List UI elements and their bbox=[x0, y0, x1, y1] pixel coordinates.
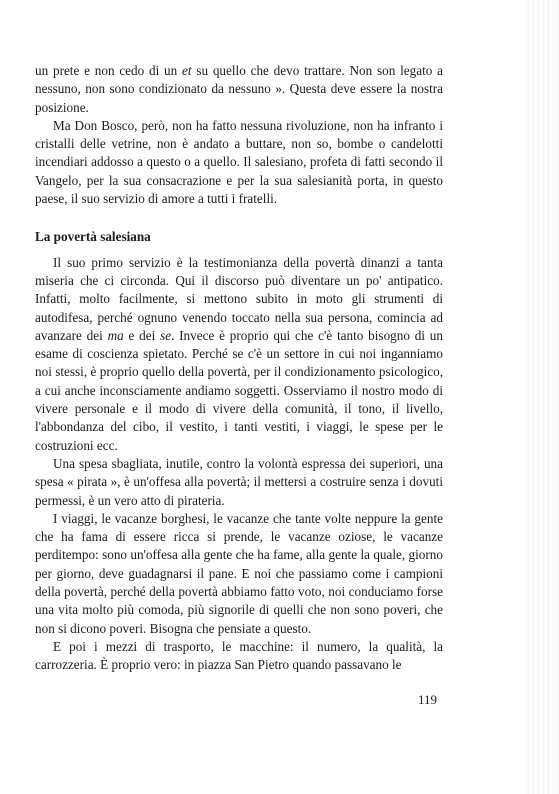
section-gap bbox=[35, 208, 443, 228]
page-number: 119 bbox=[418, 692, 438, 707]
scan-edge-shadow bbox=[525, 0, 559, 794]
paragraph-intro-2: Ma Don Bosco, però, non ha fatto nessuna rivoluzione, non ha infranto i cristalli delle vetrine, non è andato a buttare, non so, bombe o candelotti incendiari addosso a questo o a quello. Il salesiano, profeta di fatti secondo il Vangelo, per la sua consacrazione e per la sua salesianità porta, in questo paese, il suo servizio di amore a tutti i fratelli. bbox=[35, 117, 443, 207]
italic-et: et bbox=[182, 63, 192, 78]
body-text bbox=[35, 62, 443, 675]
paragraph-4: E poi i mezzi di trasporto, le macchine: il numero, la qualità, la carrozzeria. È proprio vero: in piazza San Pietro quando passavano le bbox=[35, 638, 443, 673]
italic-se: se bbox=[160, 327, 172, 343]
section-heading: La povertà salesiana bbox=[35, 229, 151, 245]
italic-ma: ma bbox=[107, 327, 124, 343]
paragraph-3: I viaggi, le vacanze borghesi, le vacanze che tante volte neppure la gente che ha fama di essere ricca si prende, le vacanze oziose, le vacanze perditempo: sono un'offesa alla gente che ha fame, alla gente la quale, giorno per giorno, deve guadagnarsi il pane. E noi che passiamo come i campioni della povertà, perché della povertà abbiamo fatto voto, noi conduciamo forse una vita molto più comoda, più signorile di quelli che non sono poveri, che non si dicono poveri. Bisogna che pensiate a questo. bbox=[35, 510, 443, 636]
paragraph-intro-1: un prete e non cedo di un et su quello che devo trattare. Non son legato a nessuno, non sono condizionato da nessuno ». Questa deve essere la nostra posizione. bbox=[35, 63, 443, 115]
paragraph-1: Il suo primo servizio è la testimonianza della povertà dinanzi a tanta miseria che ci circonda. Qui il discorso può diventare un po' antipatico. Infatti, molto facilmente, si mettono subito in moto gli strumenti di autodifesa, perché ognuno venendo toccato nella sua persona, comincia ad avanzare dei ma e dei se. Invece è proprio qui che c'è tanto bisogno di un esame di coscienza spietato. Perché se c'è un settore in cui noi inganniamo noi stessi, è proprio quello della povertà, per il condizionamento psicologico, a cui anche inconsciamente andiamo soggetti. Osserviamo il nostro modo di vivere personale e il modo di vivere della comunità, il tono, il livello, l'abbondanza del cibo, il vestito, i tanti vestiti, i viaggi, le spese per le costruzioni ecc. bbox=[35, 254, 443, 453]
paragraph-2: Una spesa sbagliata, inutile, contro la volontà espressa dei superiori, una spesa « pirata », è un'offesa alla povertà; il mettersi a costruire senza i dovuti permessi, è un vero atto di pirateria. bbox=[35, 455, 443, 508]
